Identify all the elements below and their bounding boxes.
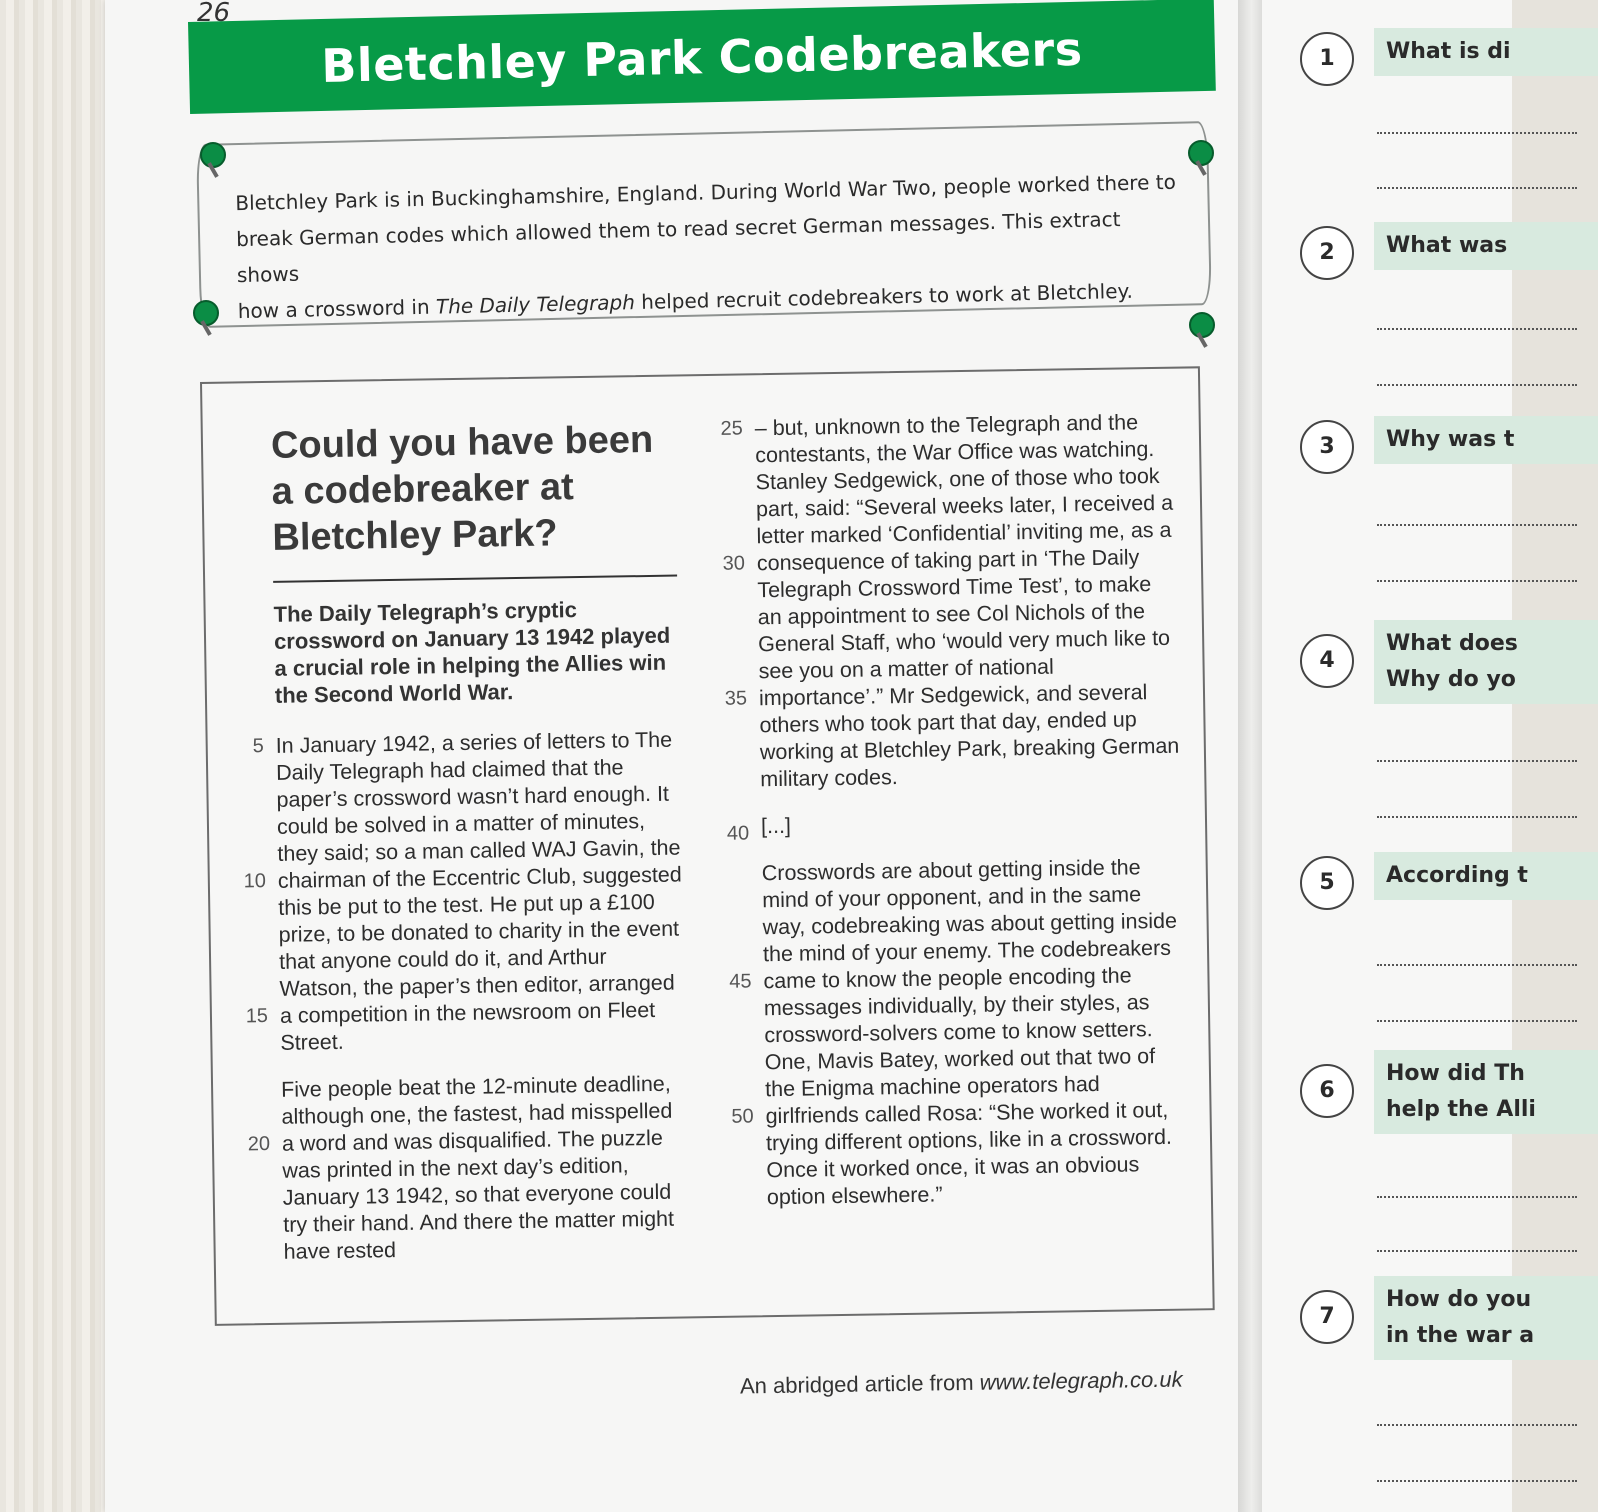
article-paragraph xyxy=(247,1070,688,1265)
intro-line-1: Bletchley Park is in Buckinghamshire, England. During World War Two, people worked there to xyxy=(235,169,1177,216)
article-column-right xyxy=(720,409,1188,1231)
article-column-left xyxy=(243,417,689,1286)
source-url: www.telegraph.co.uk xyxy=(979,1366,1183,1395)
question-number: 2 xyxy=(1300,226,1354,280)
pin-icon xyxy=(200,142,226,168)
answer-line[interactable] xyxy=(1377,760,1577,762)
question-text-line: Why do yo xyxy=(1386,667,1516,692)
line-number: 20 xyxy=(247,1132,271,1156)
line-number: 45 xyxy=(729,970,752,993)
article-standfirst: The Daily Telegraph’s cryptic crossword on January 13 1942 played a crucial role in helping the Allies win the Second World War. xyxy=(273,597,671,708)
question-text xyxy=(1374,620,1598,704)
paragraph-text: – but, unknown to the Telegraph and the contestants, the War Office was watching. Stanley Sedgewick, one of those who took part, said: “Several weeks later, I received a letter marked ‘Confidential’ inviting me, as a consequence of taking part in ‘The Daily Telegraph Crossword Time Test’, to make an appointment to see Col Nichols of the General Staff, who ‘would very much like to see you on a matter of national importance’.” Mr Sedgewick, and several others who took part that day, ended up working at Bletchley Park, breaking German military codes. xyxy=(754,410,1180,792)
pin-icon xyxy=(1189,312,1215,338)
answer-line[interactable] xyxy=(1377,384,1577,386)
line-number: 40 xyxy=(726,822,750,845)
question-text xyxy=(1374,1276,1598,1360)
source-prefix: An abridged article from xyxy=(739,1369,980,1399)
intro-newspaper-name: The Daily Telegraph xyxy=(435,290,636,319)
line-number: 10 xyxy=(243,870,267,893)
question-number: 1 xyxy=(1300,32,1354,86)
answer-line[interactable] xyxy=(1377,1424,1577,1426)
table-surface xyxy=(0,0,110,1512)
question-text-line: help the Alli xyxy=(1386,1097,1536,1122)
answer-line[interactable] xyxy=(1377,580,1577,582)
heading-divider xyxy=(273,575,677,583)
question-text-line: How did Th xyxy=(1386,1061,1525,1086)
answer-line[interactable] xyxy=(1377,1196,1577,1198)
answer-line[interactable] xyxy=(1377,1250,1577,1252)
article-paragraph xyxy=(720,409,1181,845)
line-number: 25 xyxy=(720,417,743,440)
question-text: Why was t xyxy=(1374,416,1598,464)
right-page xyxy=(1262,0,1536,1512)
answer-line[interactable] xyxy=(1377,524,1577,526)
answer-line[interactable] xyxy=(1377,1020,1577,1022)
paragraph-text: Crosswords are about getting inside the mind of your opponent, and in the same way, codebreaking was about getting inside the mind of your enemy. The codebreakers came to know the people encoding the messages individually, by their styles, as crossword-solvers come to know setters. One, Mavis Batey, worked out that two of the Enigma machine operators had girlfriends called Rosa: “She worked it out, trying different options, like in a crossword. Once it worked once, it was an obvious option elsewhere.” xyxy=(761,855,1178,1210)
answer-line[interactable] xyxy=(1377,964,1577,966)
page-number: 26 xyxy=(197,0,231,28)
article-paragraph xyxy=(243,727,685,1057)
line-number: 15 xyxy=(245,1005,269,1028)
answer-line[interactable] xyxy=(1377,328,1577,330)
line-number: 30 xyxy=(722,552,746,575)
answer-line[interactable] xyxy=(1377,132,1577,134)
question-number: 6 xyxy=(1300,1064,1354,1118)
question-number: 4 xyxy=(1300,634,1354,688)
question-text-line: How do you xyxy=(1386,1287,1532,1312)
question-number: 3 xyxy=(1300,420,1354,474)
intro-box xyxy=(196,121,1212,328)
page-title: Bletchley Park Codebreakers xyxy=(320,21,1084,93)
article-box xyxy=(200,366,1215,1326)
pin-icon xyxy=(1188,140,1214,166)
question-number: 7 xyxy=(1300,1290,1354,1344)
paragraph-text: Five people beat the 12-minute deadline, although one, the fastest, had misspelled a word and was disqualified. The puzzle was printed in the next day’s edition, January 13 1942, so that everyone could try their hand. And there the matter might have rested xyxy=(280,1071,675,1264)
question-number: 5 xyxy=(1300,856,1354,910)
article-ellipsis: [...] xyxy=(760,813,792,839)
intro-line-3-end: helped recruit codebreakers to work at Bletchley. xyxy=(634,278,1134,315)
answer-line[interactable] xyxy=(1377,816,1577,818)
answer-line[interactable] xyxy=(1377,1480,1577,1482)
line-number: 5 xyxy=(252,735,264,758)
intro-line-2: break German codes which allowed them to read secret German messages. This extract shows xyxy=(235,207,1121,288)
intro-line-3-start: how a crossword in xyxy=(237,294,437,324)
intro-text xyxy=(235,164,1180,329)
line-number: 35 xyxy=(724,687,748,710)
question-text: What was xyxy=(1374,222,1598,270)
article-heading: Could you have been a codebreaker at Bletchley Park? xyxy=(270,418,654,559)
question-text-line: What does xyxy=(1386,631,1518,656)
question-text-line: in the war a xyxy=(1386,1323,1535,1348)
question-text: What is di xyxy=(1374,28,1598,76)
answer-line[interactable] xyxy=(1377,187,1577,189)
article-paragraph xyxy=(729,854,1187,1212)
question-text: According t xyxy=(1374,852,1598,900)
paragraph-text: In January 1942, a series of letters to The Daily Telegraph had claimed that the paper’s crossword wasn’t hard enough. It could be solved in a matter of minutes, they said; so a man called WAJ Gavin, the chairman of the Eccentric Club, suggested this be put to the test. He put up a £100 prize, to be donated to charity in the event that anyone could do it, and Arthur Watson, the paper’s then editor, arranged a competition in the newsroom on Fleet Street. xyxy=(275,727,682,1055)
line-number: 50 xyxy=(731,1105,754,1128)
pin-icon xyxy=(193,300,219,326)
question-text xyxy=(1374,1050,1598,1134)
